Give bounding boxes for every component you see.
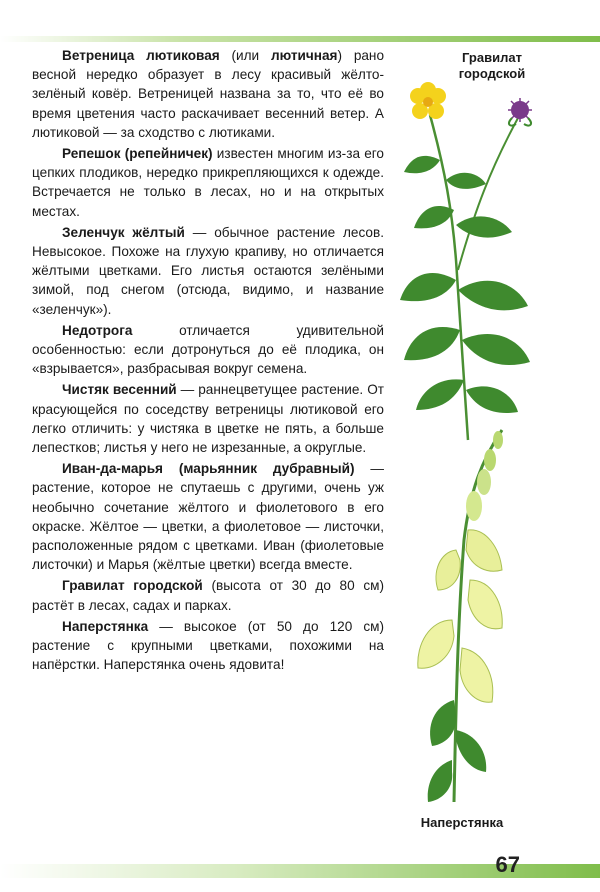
digitalis-illustration [418, 430, 503, 802]
term-avens: Гравилат городской [62, 578, 203, 594]
page-number: 67 [495, 852, 520, 877]
alt-term: лютичная [270, 48, 338, 63]
alt-prefix: (или [219, 48, 271, 63]
avens-illustration [400, 82, 532, 440]
paragraph-body: ) рано весной нередко образует в лесу красивый жёлто-зелёный ковёр. Ветреницей названа за то, что её во время цветения часто раскачивает весенний ветер. А лютиковой — за сходство с лютиками. [32, 48, 385, 140]
term-melampyrum: Иван-да-марья (марьянник дубравный) [62, 461, 355, 477]
paragraph-body: — обычное растение лесов. Невысокое. Похоже на глухую крапиву, но отличается жёлтыми цветками. Его листья остаются зелёными зимой, под снегом (отсюда, видимо, и название «зеленчук»). [32, 224, 384, 317]
paragraph-digitalis [32, 617, 384, 675]
paragraph-anemone [32, 46, 384, 142]
term-anemone: Ветреница лютиковая [62, 48, 220, 63]
avens-caption: Гравилат городской [458, 50, 526, 81]
paragraph-body: отличается удивительной особенностью: если дотронуться до её плодика, он «взрывается», разбрасывая вокруг семена. [32, 322, 384, 377]
paragraph-melampyrum [32, 459, 384, 574]
avens-flower [410, 82, 446, 119]
plant-illustrations [390, 60, 570, 810]
term-celandine: Чистяк весенний [62, 382, 177, 398]
paragraph-body: — высокое (от 50 до 120 см) растение с крупными цветками, похожими на напёрстки. Наперстянка очень ядовита! [32, 618, 384, 673]
paragraph-body: — растение, которое не спутаешь с другими, очень уж необычно сочетание жёлтого и фиолетового в его окраске. Жёлтое — цветки, а фиолетовое — листочки, расположенные рядом с цветками. Иван (фиолетовые листочки) и Марья (жёлтые цветки) всегда вместе. [32, 461, 385, 573]
top-rule [0, 36, 600, 42]
term-agrimony: Репешок (репейничек) [62, 146, 213, 162]
avens-seedhead [508, 98, 532, 126]
paragraph-impatiens [32, 321, 384, 379]
paragraph-body: известен многим из-за его цепких плодиков, нередко прикрепляющихся к одежде. Встречается не только в лесах, но и на открытых местах. [32, 146, 384, 219]
digitalis-caption: Наперстянка [420, 815, 504, 830]
paragraph-avens [32, 576, 384, 614]
term-impatiens: Недотрога [62, 322, 133, 338]
term-digitalis: Наперстянка [62, 618, 149, 634]
term-archangel: Зеленчук жёлтый [62, 224, 185, 240]
article-text [32, 46, 384, 677]
paragraph-celandine [32, 380, 384, 457]
paragraph-body: — раннецветущее растение. От красующейся по соседству ветреницы лютиковой его легко отличить: у чистяка в цветке не пять, а больше лепестков; листья у него не изрезанные, а округлые. [32, 382, 384, 456]
paragraph-body: (высота от 30 до 80 см) растёт в лесах, садах и парках. [32, 578, 385, 613]
paragraph-agrimony [32, 144, 384, 221]
paragraph-archangel [32, 223, 384, 319]
